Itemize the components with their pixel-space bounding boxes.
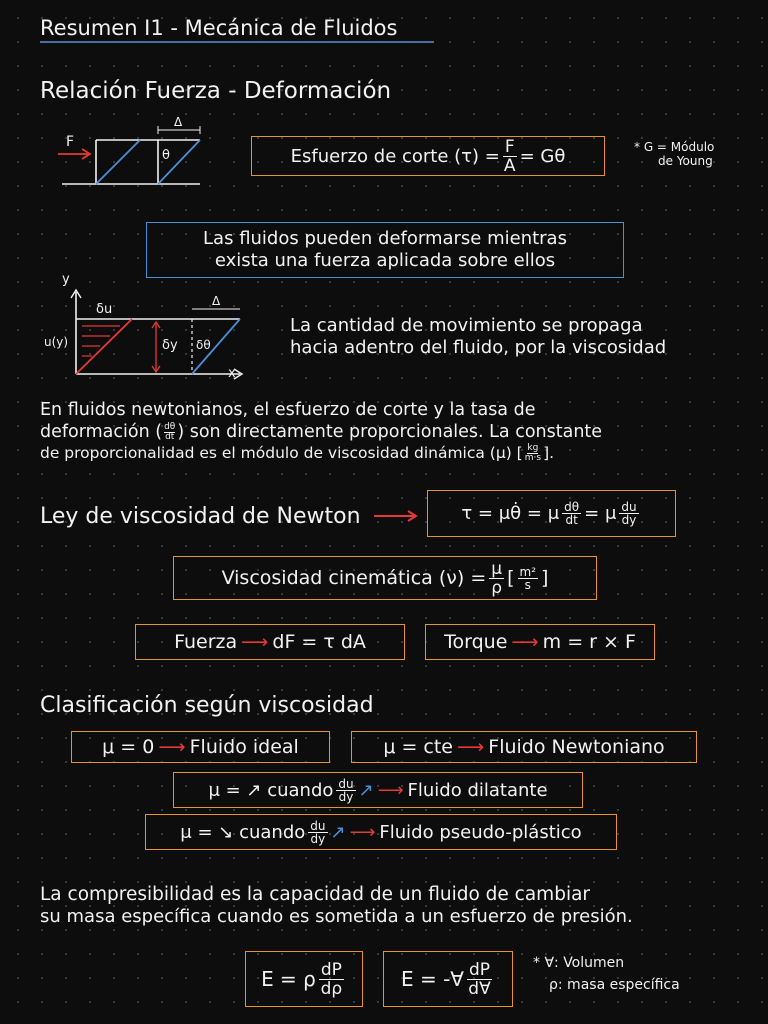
delta-u-label: δu	[96, 302, 113, 317]
x-axis-label: x	[228, 366, 236, 381]
torque-box: Torque ⟶ m = r × F	[425, 624, 655, 660]
newton-law-arrow	[372, 506, 420, 526]
title-underline	[40, 41, 434, 43]
torque-arrow-icon: ⟶	[511, 631, 539, 653]
young-modulus-note-line2: de Young	[658, 154, 713, 168]
fluid-deformation-line1: Las fluidos pueden deformarse mientras	[203, 228, 567, 249]
newtonian-paragraph-line2: deformación ( $\frac{d\theta}{dt}$ ) son directamente proporcionales. La constante	[40, 421, 603, 442]
force-arrow-icon: ⟶	[241, 631, 269, 653]
du-dy-fraction: $\frac{du}{dy}$	[621, 500, 637, 527]
bulk-modulus-volume-box: E = -∀ $\frac{dP}{d\forall}$	[383, 951, 513, 1007]
theta-label: θ	[162, 148, 170, 163]
bulk-modulus-density-box: E = ρ $\frac{dP}{d\rho}$	[245, 951, 363, 1007]
pseudo-du-dy-fraction: $\frac{du}{dy}$	[310, 818, 326, 846]
fluid-deformation-line2: exista una fuerza aplicada sobre ellos	[214, 250, 556, 271]
dtheta-dt-fraction-2: $\frac{d\theta}{dt}$	[564, 500, 580, 527]
dilatant-arrow-icon: ⟶	[377, 779, 404, 801]
delta-y-label: δy	[162, 338, 178, 353]
shear-block-diagram	[50, 118, 210, 190]
delta-label-2: Δ	[212, 294, 221, 308]
dilatant-du-dy-fraction: $\frac{du}{dy}$	[338, 776, 354, 804]
dp-dv-fraction: $\frac{dP}{d\forall}$	[468, 959, 491, 999]
newton-law-formula-box: τ = μθ̇ = μ $\frac{d\theta}{dt}$ = μ $\frac{du}{dy}$	[427, 490, 676, 537]
force-box: Fuerza ⟶ dF = τ dA	[135, 624, 405, 660]
dilatant-fluid-box: μ = ↗ cuando $\frac{du}{dy}$ ↗ ⟶ Fluido dilatante	[173, 772, 583, 808]
shear-stress-formula-box	[251, 136, 605, 176]
newton-law-heading: Ley de viscosidad de Newton	[40, 504, 361, 529]
fluid-deformation-box	[146, 222, 624, 278]
pseudoplastic-fluid-box: μ = ↘ cuando $\frac{du}{dy}$ ↗ ⟶ Fluido pseudo-plástico	[145, 814, 617, 850]
dp-drho-fraction: $\frac{dP}{d\rho}$	[320, 959, 343, 999]
momentum-propagation-line2: hacia adentro del fluido, por la viscosidad	[290, 337, 667, 358]
newtonian-paragraph-line3: de proporcionalidad es el módulo de viscosidad dinámica (μ) [ $\frac{kg}{m\cdot s}$ ].	[40, 443, 555, 463]
page-title: Resumen I1 - Mecánica de Fluidos	[40, 16, 398, 40]
compressibility-line1: La compresibilidad es la capacidad de un fluido de cambiar	[40, 884, 591, 905]
young-modulus-note-line1: * G = Módulo	[634, 140, 715, 154]
force-label: F	[66, 134, 75, 150]
ideal-arrow-icon: ⟶	[158, 736, 186, 758]
dtheta-dt-fraction: $\frac{d\theta}{dt}$	[164, 421, 176, 442]
delta-theta-label: δθ	[196, 338, 211, 352]
classification-heading: Clasificación según viscosidad	[40, 693, 374, 718]
delta-label: Δ	[174, 115, 183, 129]
force-over-area-fraction: $\frac{F}{A}$	[503, 136, 516, 176]
volume-note: * ∀: Volumen	[533, 955, 625, 971]
y-axis-label: y	[62, 272, 70, 287]
shear-stress-rhs: = Gθ	[519, 145, 566, 167]
compressibility-line2: su masa específica cuando es sometida a un esfuerzo de presión.	[40, 906, 633, 927]
section-heading-force-deformation: Relación Fuerza - Deformación	[40, 78, 392, 104]
kinematic-unit-fraction: $\frac{\text{m²}}{s}$	[519, 564, 536, 592]
newtonian-arrow-icon: ⟶	[457, 736, 485, 758]
u-of-y-label: u(y)	[44, 335, 69, 349]
ideal-fluid-box: μ = 0 ⟶ Fluido ideal	[71, 731, 330, 763]
newtonian-fluid-box: μ = cte ⟶ Fluido Newtoniano	[351, 731, 697, 763]
pseudo-arrow-icon: ⟶	[349, 821, 376, 843]
density-note: ρ: masa específica	[549, 977, 680, 993]
mu-over-rho-fraction: $\frac{\mu}{\rho}$	[491, 558, 503, 598]
newtonian-paragraph-line1: En fluidos newtonianos, el esfuerzo de corte y la tasa de	[40, 400, 536, 420]
kinematic-viscosity-box: Viscosidad cinemática (ν) = $\frac{\mu}{\rho}$ [ $\frac{\text{m²}}{s}$ ]	[173, 556, 597, 600]
shear-stress-lhs: Esfuerzo de corte (τ) =	[290, 145, 500, 167]
viscosity-unit-fraction: $\frac{kg}{m\cdot s}$	[524, 443, 542, 463]
momentum-propagation-line1: La cantidad de movimiento se propaga	[290, 315, 643, 336]
